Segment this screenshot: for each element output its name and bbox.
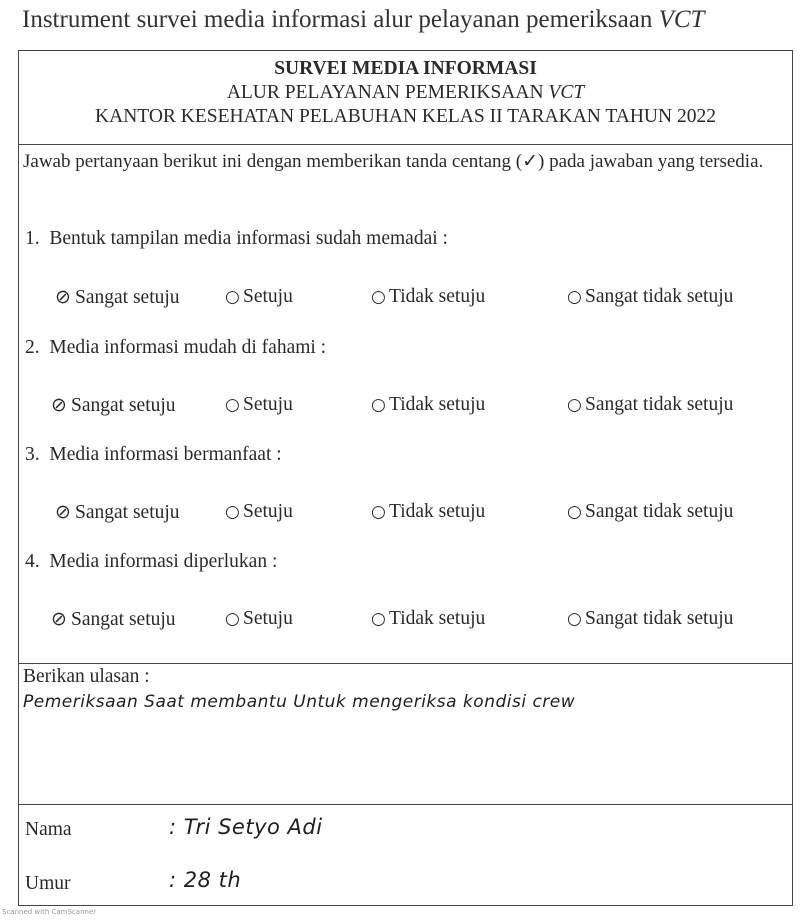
circle-icon: ○	[567, 609, 582, 629]
q4-option-sangat-tidak-setuju[interactable]: ○ Sangat tidak setuju	[567, 608, 734, 629]
question-2: 2. Media informasi mudah di fahami :	[25, 337, 327, 358]
question-3: 3. Media informasi bermanfaat :	[25, 444, 282, 465]
instructions: Jawab pertanyaan berikut ini dengan memberikan tanda centang (✓) pada jawaban yang tersedia.	[23, 151, 764, 172]
circle-icon: ○	[567, 502, 582, 522]
age-value[interactable]: : 28 th	[169, 868, 242, 892]
q2-option-setuju[interactable]: ○ Setuju	[225, 394, 293, 415]
checked-circle-icon: ⊘	[55, 501, 71, 523]
circle-icon: ○	[225, 395, 240, 415]
feedback-handwritten-text[interactable]: Pemeriksaan Saat membantu Untuk mengeriksa kondisi crew	[23, 692, 576, 712]
scanner-watermark: Scanned with CamScanner	[2, 908, 97, 916]
q4-option-setuju[interactable]: ○ Setuju	[225, 608, 293, 629]
question-1: 1. Bentuk tampilan media informasi sudah memadai :	[25, 228, 448, 249]
feedback-section	[19, 663, 792, 805]
document-caption: Instrument survei media informasi alur pelayanan pemeriksaan VCT	[22, 6, 705, 33]
q3-option-sangat-setuju[interactable]: ⊘ Sangat setuju	[55, 501, 180, 523]
q1-option-setuju[interactable]: ○ Setuju	[225, 286, 293, 307]
checked-circle-icon: ⊘	[55, 286, 71, 308]
name-value[interactable]: : Tri Setyo Adi	[169, 815, 323, 839]
q1-option-sangat-tidak-setuju[interactable]: ○ Sangat tidak setuju	[567, 286, 734, 307]
checked-circle-icon: ⊘	[51, 394, 67, 416]
question-4: 4. Media informasi diperlukan :	[25, 551, 278, 572]
q2-option-sangat-tidak-setuju[interactable]: ○ Sangat tidak setuju	[567, 394, 734, 415]
q3-option-sangat-tidak-setuju[interactable]: ○ Sangat tidak setuju	[567, 501, 734, 522]
form-subtitle: ALUR PELAYANAN PEMERIKSAAN VCT	[226, 82, 585, 103]
name-label: Nama	[25, 819, 72, 840]
feedback-label: Berikan ulasan :	[23, 666, 150, 687]
circle-icon: ○	[225, 609, 240, 629]
q4-option-tidak-setuju[interactable]: ○ Tidak setuju	[371, 608, 486, 629]
q3-option-tidak-setuju[interactable]: ○ Tidak setuju	[371, 501, 486, 522]
circle-icon: ○	[371, 287, 386, 307]
form-title: SURVEI MEDIA INFORMASI	[274, 58, 537, 79]
survey-form	[18, 50, 793, 906]
circle-icon: ○	[567, 395, 582, 415]
form-office: KANTOR KESEHATAN PELABUHAN KELAS II TARAKAN TAHUN 2022	[95, 106, 716, 127]
circle-icon: ○	[567, 287, 582, 307]
circle-icon: ○	[225, 287, 240, 307]
circle-icon: ○	[371, 395, 386, 415]
age-label: Umur	[25, 873, 71, 894]
q2-option-sangat-setuju[interactable]: ⊘ Sangat setuju	[51, 394, 176, 416]
q2-option-tidak-setuju[interactable]: ○ Tidak setuju	[371, 394, 486, 415]
q1-option-sangat-setuju[interactable]: ⊘ Sangat setuju	[55, 286, 180, 308]
circle-icon: ○	[371, 502, 386, 522]
checked-circle-icon: ⊘	[51, 608, 67, 630]
circle-icon: ○	[371, 609, 386, 629]
q4-option-sangat-setuju[interactable]: ⊘ Sangat setuju	[51, 608, 176, 630]
form-header	[19, 51, 792, 145]
q3-option-setuju[interactable]: ○ Setuju	[225, 501, 293, 522]
circle-icon: ○	[225, 502, 240, 522]
q1-option-tidak-setuju[interactable]: ○ Tidak setuju	[371, 286, 486, 307]
